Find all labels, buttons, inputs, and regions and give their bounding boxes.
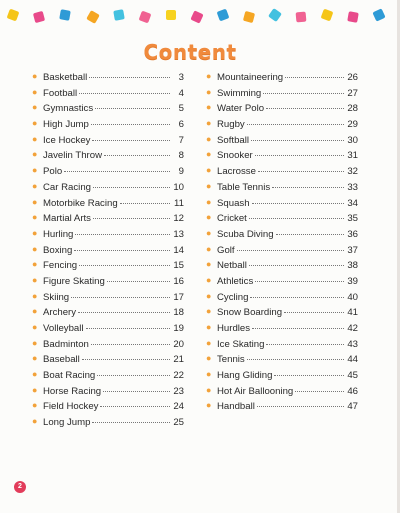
dot-leader	[255, 155, 344, 156]
dot-leader	[91, 124, 170, 125]
toc-entry[interactable]	[32, 135, 184, 151]
toc-entry-label: Scuba Diving	[217, 228, 274, 240]
toc-entry-page: 39	[347, 275, 358, 287]
dot-leader	[257, 406, 344, 407]
toc-entry[interactable]	[32, 213, 184, 229]
dot-leader	[266, 344, 344, 345]
toc-entry[interactable]	[206, 260, 358, 276]
toc-entry[interactable]	[206, 245, 358, 261]
dot-leader	[255, 281, 344, 282]
dot-leader	[103, 391, 170, 392]
bullet-icon: ●	[206, 86, 212, 97]
toc-entry-page: 17	[173, 291, 184, 303]
dot-leader	[74, 250, 170, 251]
dot-leader	[250, 297, 344, 298]
bullet-icon: ●	[206, 212, 212, 223]
dot-leader	[237, 250, 344, 251]
dot-leader	[276, 234, 344, 235]
toc-entry-page: 42	[347, 323, 358, 334]
bullet-icon: ●	[32, 86, 38, 97]
dot-leader	[120, 203, 170, 204]
toc-entry[interactable]	[32, 370, 184, 386]
toc-entry-page: 6	[178, 119, 184, 131]
bullet-icon: ●	[32, 165, 38, 176]
dot-leader	[107, 281, 170, 282]
bullet-icon: ●	[32, 400, 38, 411]
toc-entry-label: Hurling	[43, 228, 74, 240]
bullet-icon: ●	[32, 243, 38, 254]
confetti-square	[217, 9, 230, 22]
bullet-icon: ●	[32, 71, 38, 81]
confetti-square	[59, 9, 71, 21]
bullet-icon: ●	[206, 384, 212, 395]
toc-entry-label: Handball	[217, 401, 255, 413]
toc-entry[interactable]	[206, 229, 358, 245]
toc-entry-page: 9	[178, 166, 184, 178]
toc-entry[interactable]	[206, 135, 358, 151]
toc-entry-page: 40	[347, 291, 358, 303]
toc-entry[interactable]	[206, 401, 358, 417]
bullet-icon: ●	[32, 369, 38, 380]
toc-entry[interactable]	[32, 401, 184, 417]
dot-leader	[251, 140, 344, 141]
toc-entry-label: Martial Arts	[43, 213, 91, 225]
toc-entry-label: Field Hockey	[43, 401, 99, 413]
bullet-icon: ●	[32, 353, 38, 364]
dot-leader	[247, 124, 344, 125]
toc-entry-label: Softball	[217, 134, 249, 146]
toc-entry-label: Long Jump	[43, 417, 91, 429]
toc-entry[interactable]	[206, 182, 358, 198]
dot-leader	[93, 218, 170, 219]
confetti-square	[243, 11, 255, 23]
dot-leader	[258, 171, 344, 172]
toc-entry[interactable]	[206, 88, 358, 104]
dot-leader	[92, 140, 170, 141]
toc-entry-label: Baseball	[43, 354, 80, 366]
dot-leader	[285, 77, 344, 78]
toc-entry[interactable]	[32, 119, 184, 135]
toc-entry[interactable]	[206, 307, 358, 323]
dot-leader	[78, 312, 170, 313]
toc-entry-page: 28	[347, 103, 358, 115]
dot-leader	[86, 328, 170, 329]
toc-entry-label: Ice Skating	[217, 338, 265, 350]
dot-leader	[274, 375, 344, 376]
toc-entry-page: 23	[173, 385, 184, 397]
bullet-icon: ●	[32, 259, 38, 270]
toc-entry-page: 41	[347, 307, 358, 319]
toc-entry-page: 33	[347, 181, 358, 193]
bullet-icon: ●	[206, 259, 212, 270]
dot-leader	[284, 312, 344, 313]
dot-leader	[104, 155, 170, 156]
confetti-square	[166, 10, 176, 20]
confetti-square	[296, 12, 307, 23]
toc-entry[interactable]	[32, 276, 184, 292]
toc-entry-page: 29	[347, 119, 358, 131]
toc-entry-label: Rugby	[217, 119, 245, 131]
toc-entry-label: High Jump	[43, 119, 89, 131]
toc-column-left	[32, 72, 184, 433]
toc-entry-label: Badminton	[43, 338, 89, 350]
bullet-icon: ●	[32, 337, 38, 348]
toc-entry-page: 38	[347, 260, 358, 272]
toc-entry-page: 43	[347, 338, 358, 350]
toc-entry-page: 18	[173, 307, 184, 319]
bullet-icon: ●	[32, 322, 38, 332]
bullet-icon: ●	[32, 133, 38, 144]
toc-entry[interactable]	[32, 88, 184, 104]
toc-entry-label: Car Racing	[43, 181, 91, 193]
dot-leader	[249, 265, 344, 266]
toc-entry[interactable]	[206, 386, 358, 402]
toc-entry-label: Table Tennis	[217, 181, 271, 193]
toc-entry-label: Golf	[217, 244, 235, 256]
toc-entry-page: 7	[178, 134, 184, 146]
confetti-square	[33, 11, 45, 23]
toc-entry[interactable]	[206, 72, 358, 88]
toc-entry-label: Tennis	[217, 354, 245, 366]
toc-entry-label: Boxing	[43, 244, 73, 256]
toc-entry-page: 20	[173, 338, 184, 350]
toc-entry[interactable]	[206, 213, 358, 229]
toc-entry-page: 10	[173, 181, 184, 193]
toc-entry[interactable]	[32, 307, 184, 323]
toc-entry-page: 26	[347, 72, 358, 83]
toc-entry-label: Javelin Throw	[43, 150, 103, 162]
toc-entry[interactable]	[32, 245, 184, 261]
dot-leader	[75, 234, 170, 235]
dot-leader	[295, 391, 344, 392]
dot-leader	[266, 108, 344, 109]
toc-entry[interactable]	[206, 323, 358, 339]
confetti-square	[321, 9, 334, 22]
bullet-icon: ●	[206, 290, 212, 301]
toc-entry[interactable]	[206, 276, 358, 292]
toc-entry[interactable]	[206, 198, 358, 214]
dot-leader	[82, 359, 170, 360]
toc-entry-label: Boat Racing	[43, 370, 96, 382]
toc-entry[interactable]	[206, 354, 358, 370]
dot-leader	[79, 93, 170, 94]
toc-entry-page: 44	[347, 354, 358, 366]
toc-entry-page: 22	[173, 370, 184, 382]
bullet-icon: ●	[206, 322, 212, 332]
toc-entry-label: Skiing	[43, 291, 70, 303]
toc-entry-label: Athletics	[217, 275, 254, 287]
bullet-icon: ●	[206, 102, 212, 113]
dot-leader	[97, 375, 170, 376]
toc-entry-label: Ice Hockey	[43, 134, 91, 146]
toc-entry-label: Snooker	[217, 150, 253, 162]
page-title: Content	[143, 40, 237, 64]
bullet-icon: ●	[206, 180, 212, 191]
toc-entry-page: 27	[347, 87, 358, 99]
toc-entry-page: 4	[178, 87, 184, 99]
confetti-square	[347, 11, 359, 23]
toc-entry[interactable]	[32, 229, 184, 245]
toc-entry[interactable]	[32, 417, 184, 433]
toc-entry[interactable]	[32, 198, 184, 214]
bullet-icon: ●	[32, 180, 38, 191]
toc-entry[interactable]	[32, 292, 184, 308]
toc-entry-page: 19	[173, 323, 184, 334]
confetti-square	[268, 8, 282, 22]
confetti-square	[139, 11, 152, 24]
bullet-icon: ●	[32, 118, 38, 129]
bullet-icon: ●	[32, 290, 38, 301]
toc-entry[interactable]	[32, 339, 184, 355]
toc-entry-page: 16	[173, 275, 184, 287]
toc-entry-page: 46	[347, 385, 358, 397]
toc-entry[interactable]	[32, 182, 184, 198]
bullet-icon: ●	[206, 165, 212, 176]
bullet-icon: ●	[32, 274, 38, 285]
bullet-icon: ●	[32, 227, 38, 238]
toc-entry-page: 14	[173, 244, 184, 256]
dot-leader	[92, 422, 170, 423]
bullet-icon: ●	[206, 243, 212, 254]
toc-entry[interactable]	[206, 150, 358, 166]
confetti-square	[372, 8, 385, 21]
dot-leader	[100, 406, 170, 407]
bullet-icon: ●	[206, 369, 212, 380]
toc-entry[interactable]	[32, 103, 184, 119]
bullet-icon: ●	[206, 227, 212, 238]
toc-entry[interactable]	[206, 339, 358, 355]
confetti-square	[7, 9, 20, 22]
toc-entry-label: Swimming	[217, 87, 262, 99]
confetti-square	[86, 10, 100, 24]
dot-leader	[252, 203, 344, 204]
toc-entry-label: Cycling	[217, 291, 249, 303]
toc-entry-page: 32	[347, 166, 358, 178]
bullet-icon: ●	[206, 196, 212, 207]
bullet-icon: ●	[206, 149, 212, 160]
toc-entry-label: Figure Skating	[43, 275, 105, 287]
toc-entry[interactable]	[206, 119, 358, 135]
toc-entry-page: 25	[173, 417, 184, 429]
bullet-icon: ●	[206, 274, 212, 285]
bullet-icon: ●	[32, 212, 38, 223]
bullet-icon: ●	[32, 416, 38, 427]
bullet-icon: ●	[206, 337, 212, 348]
toc-entry[interactable]	[32, 150, 184, 166]
toc-entry[interactable]	[32, 354, 184, 370]
dot-leader	[263, 93, 344, 94]
bullet-icon: ●	[206, 118, 212, 129]
toc-entry-label: Football	[43, 87, 78, 99]
page-number-badge: 2	[14, 481, 26, 493]
dot-leader	[249, 218, 344, 219]
toc-entry[interactable]	[32, 323, 184, 339]
toc-column-right	[206, 72, 358, 417]
toc-entry-page: 15	[173, 260, 184, 272]
toc-entry-page: 12	[173, 213, 184, 225]
dot-leader	[93, 187, 170, 188]
bullet-icon: ●	[206, 71, 212, 81]
dot-leader	[79, 265, 170, 266]
dot-leader	[252, 328, 344, 329]
bullet-icon: ●	[32, 149, 38, 160]
toc-entry-page: 34	[347, 197, 358, 209]
toc-entry-label: Water Polo	[217, 103, 265, 115]
toc-entry[interactable]	[32, 166, 184, 182]
dot-leader	[89, 77, 170, 78]
toc-entry-label: Squash	[217, 197, 250, 209]
toc-entry-page: 8	[178, 150, 184, 162]
toc-entry[interactable]	[32, 386, 184, 402]
toc-entry-page: 11	[174, 197, 184, 209]
toc-entry[interactable]	[32, 72, 184, 88]
dot-leader	[91, 344, 170, 345]
bullet-icon: ●	[206, 353, 212, 364]
toc-entry-label: Netball	[217, 260, 247, 272]
toc-entry[interactable]	[206, 166, 358, 182]
dot-leader	[95, 108, 170, 109]
toc-entry[interactable]	[32, 260, 184, 276]
toc-entry-label: Snow Boarding	[217, 307, 283, 319]
toc-entry-page: 47	[347, 401, 358, 413]
dot-leader	[64, 171, 170, 172]
toc-entry-label: Gymnastics	[43, 103, 94, 115]
toc-entry-page: 30	[347, 134, 358, 146]
toc-entry-label: Cricket	[217, 213, 247, 225]
toc-entry-page: 13	[173, 228, 184, 240]
confetti-border	[0, 0, 400, 28]
confetti-square	[190, 10, 203, 23]
toc-entry-label: Volleyball	[43, 323, 84, 334]
toc-entry-label: Lacrosse	[217, 166, 256, 178]
bullet-icon: ●	[32, 196, 38, 207]
toc-entry-page: 35	[347, 213, 358, 225]
toc-entry-label: Archery	[43, 307, 77, 319]
toc-entry-page: 24	[173, 401, 184, 413]
toc-entry[interactable]	[206, 103, 358, 119]
dot-leader	[247, 359, 344, 360]
bullet-icon: ●	[32, 306, 38, 317]
toc-entry-page: 21	[173, 354, 184, 366]
confetti-square	[113, 9, 125, 21]
toc-entry-label: Mountaineering	[217, 72, 284, 83]
toc-entry-page: 5	[178, 103, 184, 115]
bullet-icon: ●	[32, 102, 38, 113]
toc-entry-label: Hurdles	[217, 323, 251, 334]
bullet-icon: ●	[206, 400, 212, 411]
toc-entry-label: Basketball	[43, 72, 88, 83]
toc-entry-label: Polo	[43, 166, 63, 178]
dot-leader	[71, 297, 170, 298]
toc-entry-page: 31	[347, 150, 358, 162]
toc-entry-page: 3	[178, 72, 184, 83]
bullet-icon: ●	[206, 306, 212, 317]
dot-leader	[272, 187, 344, 188]
toc-entry-label: Hang Gliding	[217, 370, 273, 382]
toc-entry-page: 36	[347, 228, 358, 240]
toc-entry-label: Fencing	[43, 260, 78, 272]
toc-entry-label: Motorbike Racing	[43, 197, 118, 209]
toc-entry-page: 45	[347, 370, 358, 382]
toc-entry[interactable]	[206, 370, 358, 386]
bullet-icon: ●	[206, 133, 212, 144]
toc-entry-label: Horse Racing	[43, 385, 102, 397]
toc-entry-page: 37	[347, 244, 358, 256]
toc-entry[interactable]	[206, 292, 358, 308]
bullet-icon: ●	[32, 384, 38, 395]
toc-entry-label: Hot Air Ballooning	[217, 385, 294, 397]
